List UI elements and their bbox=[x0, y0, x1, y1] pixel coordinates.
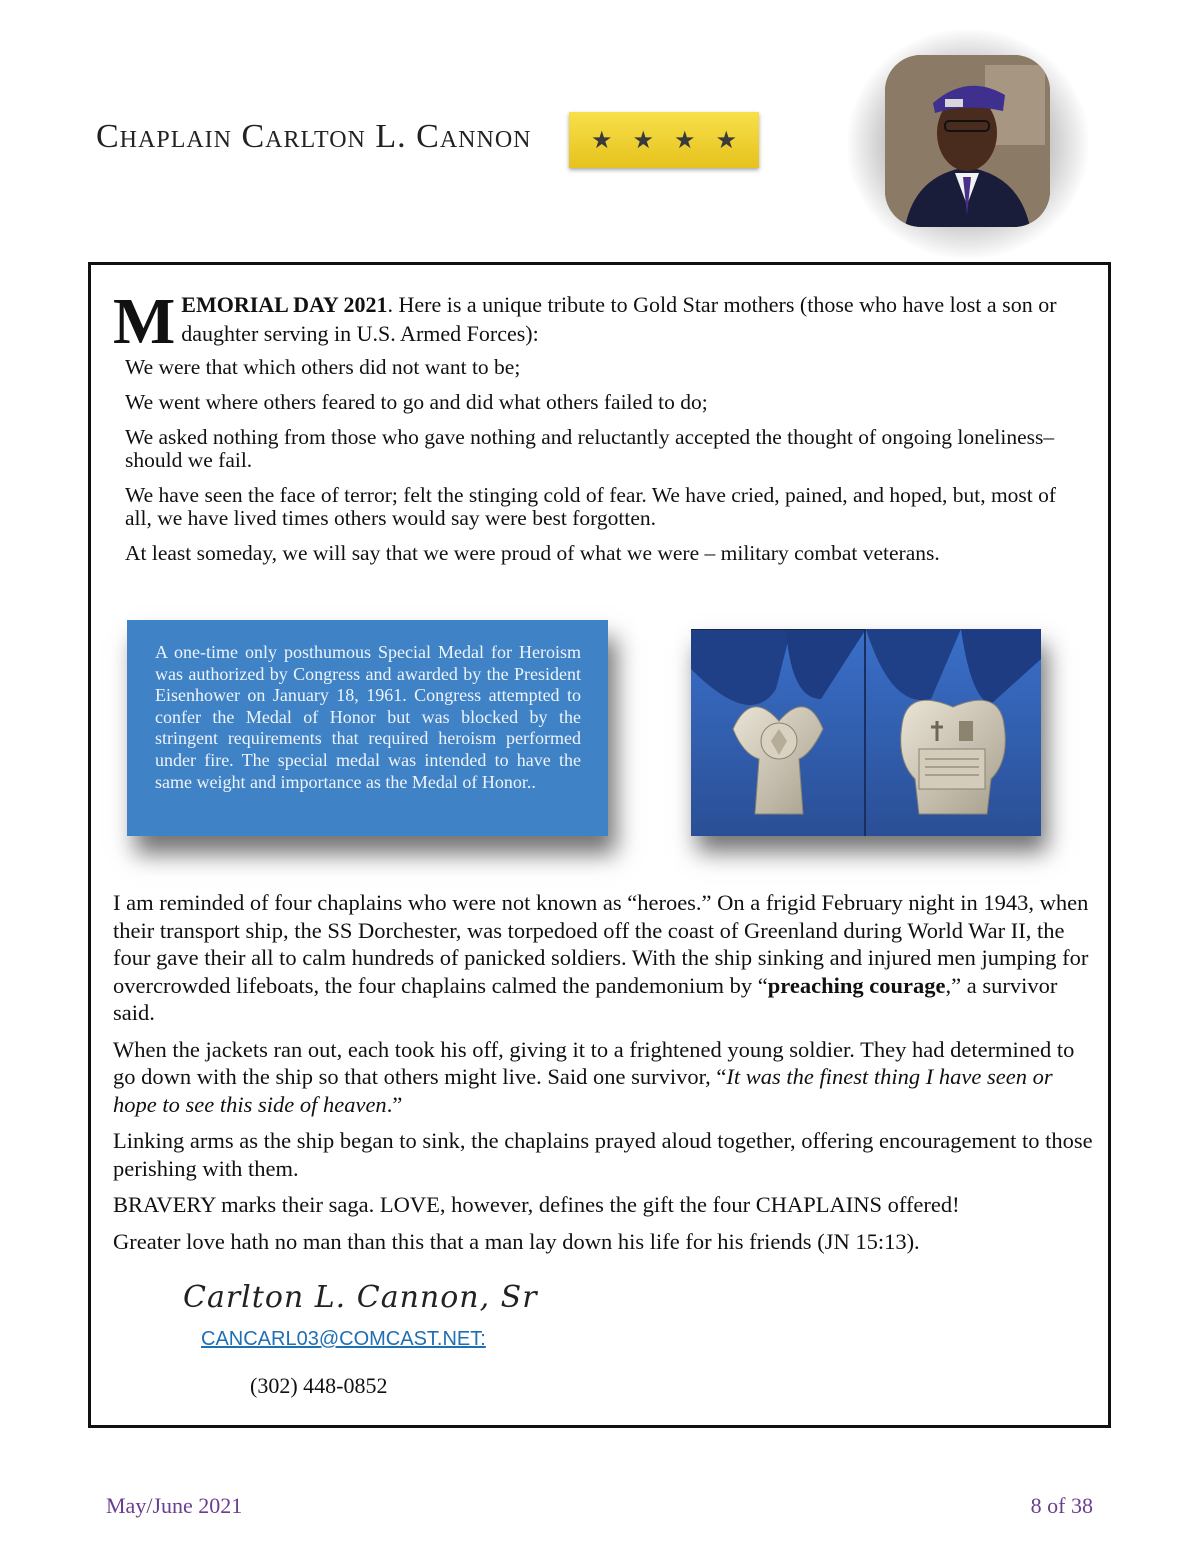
story-bold: preaching courage bbox=[767, 972, 946, 998]
medal-callout: A one-time only posthumous Special Medal for Heroism was authorized by Congress and awarded by the President Eisenhower on January 18, 1961. Congress attempted to confer the Medal of Honor but was blocked by the stringent requirements that required heroism performed under fire. The special medal was intended to have the same weight and importance as the Medal of Honor.. bbox=[127, 620, 608, 836]
tribute-lines bbox=[125, 356, 1085, 577]
page-title: Chaplain Carlton L. Cannon bbox=[96, 118, 532, 155]
footer-issue: May/June 2021 bbox=[106, 1493, 243, 1518]
tribute-line: We went where others feared to go and did what others failed to do; bbox=[125, 390, 708, 414]
chaplains-story bbox=[113, 889, 1098, 1264]
story-text: ,” a survivor said. bbox=[113, 972, 1058, 1025]
tribute-line: We asked nothing from those who gave nothing and reluctantly accepted the thought of ongoing loneliness–should we fail. bbox=[125, 425, 1055, 472]
story-paragraph: Greater love hath no man than this that a man lay down his life for his friends (JN 15:13). bbox=[113, 1228, 920, 1254]
star-icon: ★ bbox=[673, 127, 696, 154]
page-number: 8 of 38 bbox=[1030, 1493, 1093, 1518]
tribute-line: We were that which others did not want to be; bbox=[125, 355, 521, 379]
intro-text: . Here is a unique tribute to Gold Star mothers (those who have lost a son or daughter serving in U.S. Armed Forces): bbox=[181, 292, 1057, 346]
story-text: When the jackets ran out, each took his off, giving it to a frightened young soldier. They had determined to go down with the ship so that others might live. Said one survivor, “ bbox=[113, 1036, 1075, 1089]
story-text: I am reminded of four chaplains who were not known as “heroes.” On a frigid February night in 1943, when their transport ship, the SS Dorchester, was torpedoed off the coast of Greenland during World War II, the four gave their all to calm hundreds of panicked soldiers. With the ship sinking and injured men jumping for overcrowded lifeboats, the four chaplains calmed the pandemonium by “ bbox=[113, 890, 1089, 998]
drop-cap: M bbox=[113, 285, 176, 358]
star-icon: ★ bbox=[715, 127, 737, 154]
rank-badge bbox=[569, 112, 759, 168]
intro-lead: EMORIAL DAY 2021 bbox=[181, 292, 388, 317]
story-paragraph: BRAVERY marks their saga. LOVE, however, defines the gift the four CHAPLAINS offered! bbox=[113, 1192, 960, 1217]
signature: Carlton L. Cannon, Sr bbox=[183, 1280, 538, 1315]
story-paragraph bbox=[113, 889, 1098, 1027]
medal-photo bbox=[691, 629, 1041, 836]
intro-paragraph bbox=[113, 285, 1091, 358]
story-text: .” bbox=[386, 1091, 403, 1117]
star-icon: ★ bbox=[632, 127, 654, 154]
story-quote: It was the finest thing I have seen or hope to see this side of heaven bbox=[113, 1064, 1053, 1117]
story-paragraph: Linking arms as the ship began to sink, the chaplains prayed aloud together, offering encouragement to those perishing with them. bbox=[113, 1128, 1093, 1181]
email-link[interactable]: CANCARL03@COMCAST.NET: bbox=[201, 1328, 486, 1350]
tribute-line: At least someday, we will say that we were proud of what we were – military combat veterans. bbox=[125, 541, 940, 565]
author-portrait bbox=[885, 55, 1050, 227]
phone-number: (302) 448-0852 bbox=[250, 1373, 388, 1398]
story-paragraph bbox=[113, 1036, 1098, 1119]
tribute-line: We have seen the face of terror; felt the stinging cold of fear. We have cried, pained, and hoped, but, most of all, we have lived times others would say were best forgotten. bbox=[125, 483, 1057, 530]
star-icon: ★ bbox=[590, 127, 613, 154]
